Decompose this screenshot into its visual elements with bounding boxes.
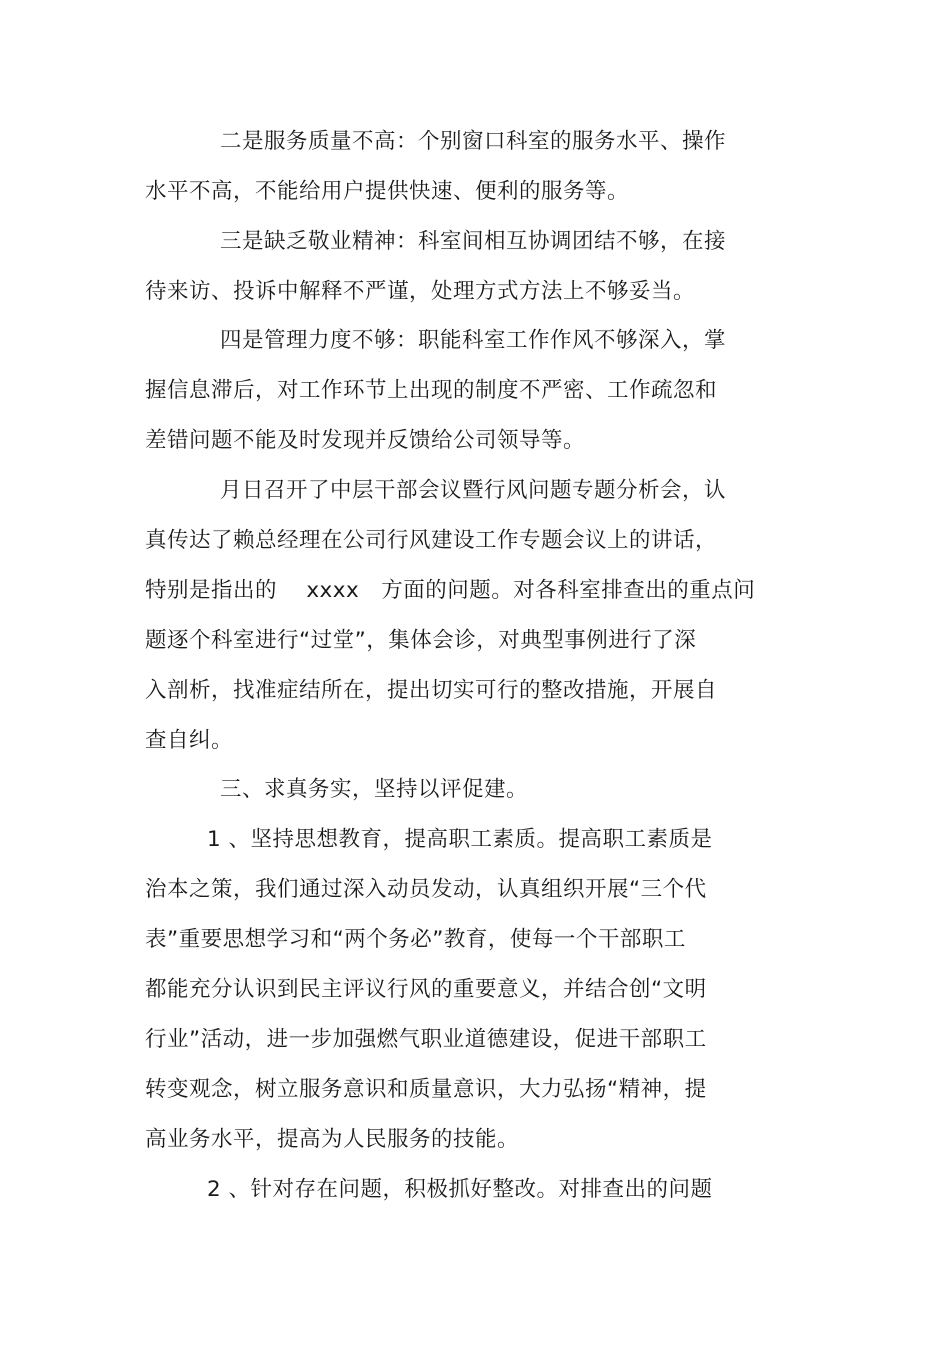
paragraph-line: 月日召开了中层干部会议暨行风问题专题分析会，认 <box>220 478 727 503</box>
paragraph-line: 查自纠。 <box>145 728 234 753</box>
section-heading: 三、求真务实，坚持以评促建。 <box>220 777 529 802</box>
paragraph-line: 治本之策，我们通过深入动员发动，认真组织开展“三个代 <box>145 877 707 902</box>
paragraph-line: 转变观念，树立服务意识和质量意识，大力弘扬“精神，提 <box>145 1077 707 1102</box>
paragraph-line: 真传达了赖总经理在公司行风建设工作专题会议上的讲话， <box>145 528 718 553</box>
paragraph-line: 水平不高，不能给用户提供快速、便利的服务等。 <box>145 179 630 204</box>
paragraph-line: 待来访、投诉中解释不严谨，处理方式方法上不够妥当。 <box>145 279 696 304</box>
paragraph-line: 行业”活动，进一步加强燃气职业道德建设，促进干部职工 <box>145 1027 707 1052</box>
paragraph-line: 高业务水平，提高为人民服务的技能。 <box>145 1127 520 1152</box>
paragraph-line: 三是缺乏敬业精神：科室间相互协调团结不够，在接 <box>220 229 727 254</box>
paragraph-line: 入剖析，找准症结所在，提出切实可行的整改措施，开展自 <box>145 678 718 703</box>
paragraph-line: 差错问题不能及时发现并反馈给公司领导等。 <box>145 428 586 453</box>
paragraph-line: 表”重要思想学习和“两个务必”教育，使每一个干部职工 <box>145 927 686 952</box>
paragraph-line: 1 、坚持思想教育，提高职工素质。提高职工素质是 <box>207 827 713 852</box>
paragraph-line: 2 、针对存在问题，积极抓好整改。对排查出的问题 <box>207 1177 713 1202</box>
paragraph-line: 特别是指出的 xxxx 方面的问题。对各科室排查出的重点问 <box>145 578 756 603</box>
paragraph-line: 握信息滞后，对工作环节上出现的制度不严密、工作疏忽和 <box>145 378 718 403</box>
paragraph-line: 题逐个科室进行“过堂”，集体会诊，对典型事例进行了深 <box>145 628 697 653</box>
paragraph-line: 二是服务质量不高：个别窗口科室的服务水平、操作 <box>220 129 727 154</box>
paragraph-line: 都能充分认识到民主评议行风的重要意义，并结合创“文明 <box>145 977 707 1002</box>
paragraph-line: 四是管理力度不够：职能科室工作作风不够深入，掌 <box>220 328 727 353</box>
